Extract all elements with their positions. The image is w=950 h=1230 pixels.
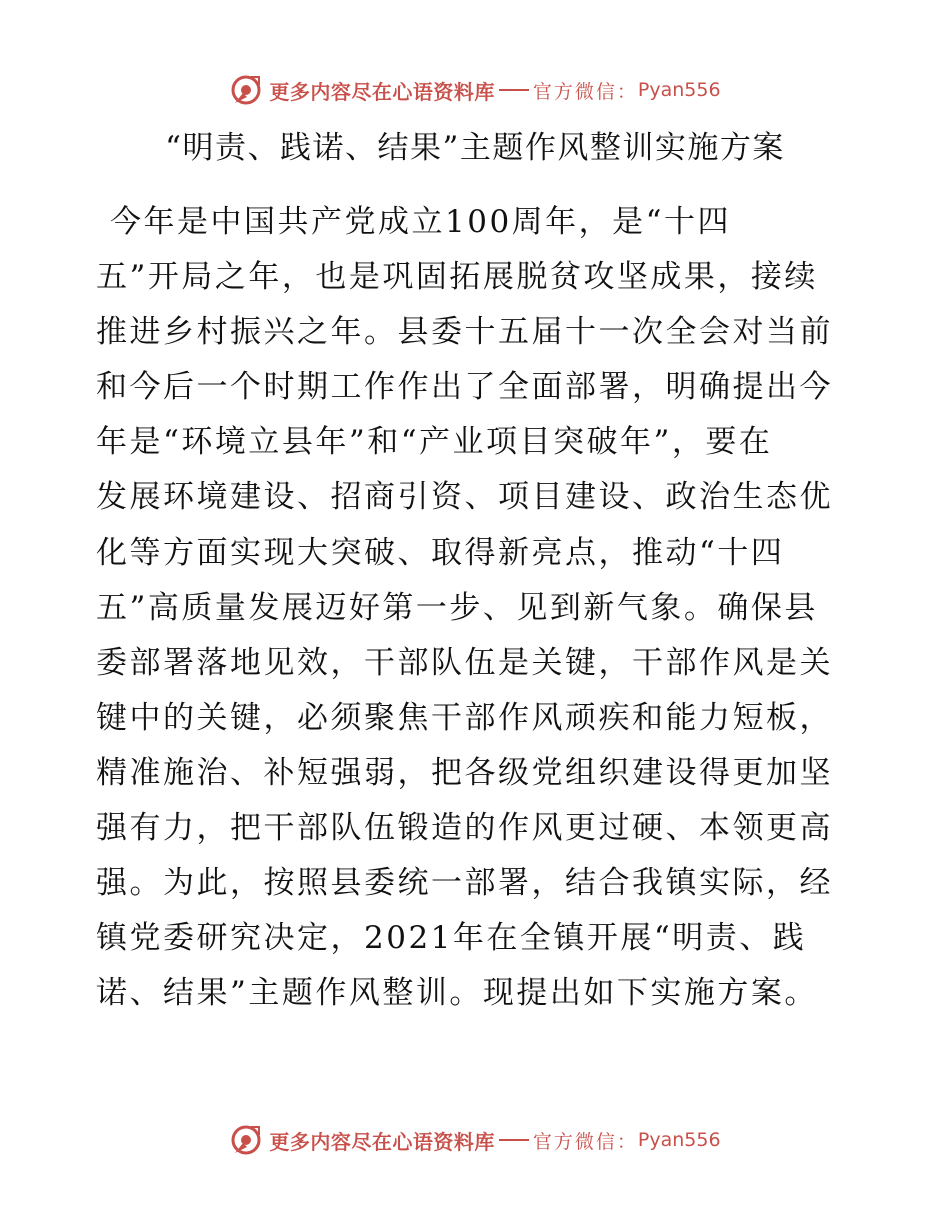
body-line: 委部署落地见效，干部队伍是关键，干部作风是关 xyxy=(96,644,833,681)
watermark-banner-bottom xyxy=(0,1120,950,1160)
body-line: 镇党委研究决定，2021年在全镇开展“明责、践 xyxy=(96,920,807,957)
body-line: 诺、结果”主题作风整训。现提出如下实施方案。 xyxy=(96,975,818,1012)
watermark-text: 更多内容尽在心语资料库 xyxy=(269,1129,495,1154)
watermark-dash xyxy=(499,89,529,91)
watermark-wechat-id: Pyan556 xyxy=(637,1129,721,1151)
body-line: 强。为此，按照县委统一部署，结合我镇实际，经 xyxy=(96,865,833,902)
watermark-wechat-label: 官方微信： xyxy=(532,80,638,103)
watermark-text: 更多内容尽在心语资料库 xyxy=(269,79,495,104)
body-line: 化等方面实现大突破、取得新亮点，推动“十四 xyxy=(96,534,785,571)
body-line: 键中的关键，必须聚焦干部作风顽疾和能力短板， xyxy=(96,699,833,736)
watermark-dash xyxy=(499,1139,529,1141)
body-line: 五”开局之年，也是巩固拓展脱贫攻坚成果，接续 xyxy=(96,259,818,296)
pen-logo-icon xyxy=(229,73,263,107)
watermark-banner-top xyxy=(0,70,950,110)
body-line: 今年是中国共产党成立100周年，是“十四 xyxy=(110,204,732,240)
document-title: “明责、践诺、结果”主题作风整训实施方案 xyxy=(165,130,785,166)
body-line: 年是“环境立县年”和“产业项目突破年”，要在 xyxy=(96,424,773,461)
body-line: 发展环境建设、招商引资、项目建设、政治生态优 xyxy=(96,479,833,516)
body-line: 五”高质量发展迈好第一步、见到新气象。确保县 xyxy=(96,589,818,626)
body-line: 强有力，把干部队伍锻造的作风更过硬、本领更高 xyxy=(96,810,833,847)
body-line: 推进乡村振兴之年。县委十五届十一次全会对当前 xyxy=(96,314,833,351)
pen-logo-icon xyxy=(229,1123,263,1157)
watermark-wechat-id: Pyan556 xyxy=(637,79,721,101)
document-body xyxy=(96,195,856,1021)
body-line: 和今后一个时期工作作出了全面部署，明确提出今 xyxy=(96,369,833,406)
body-line: 精准施治、补短强弱，把各级党组织建设得更加坚 xyxy=(96,754,833,791)
watermark-wechat-label: 官方微信： xyxy=(532,1130,638,1153)
